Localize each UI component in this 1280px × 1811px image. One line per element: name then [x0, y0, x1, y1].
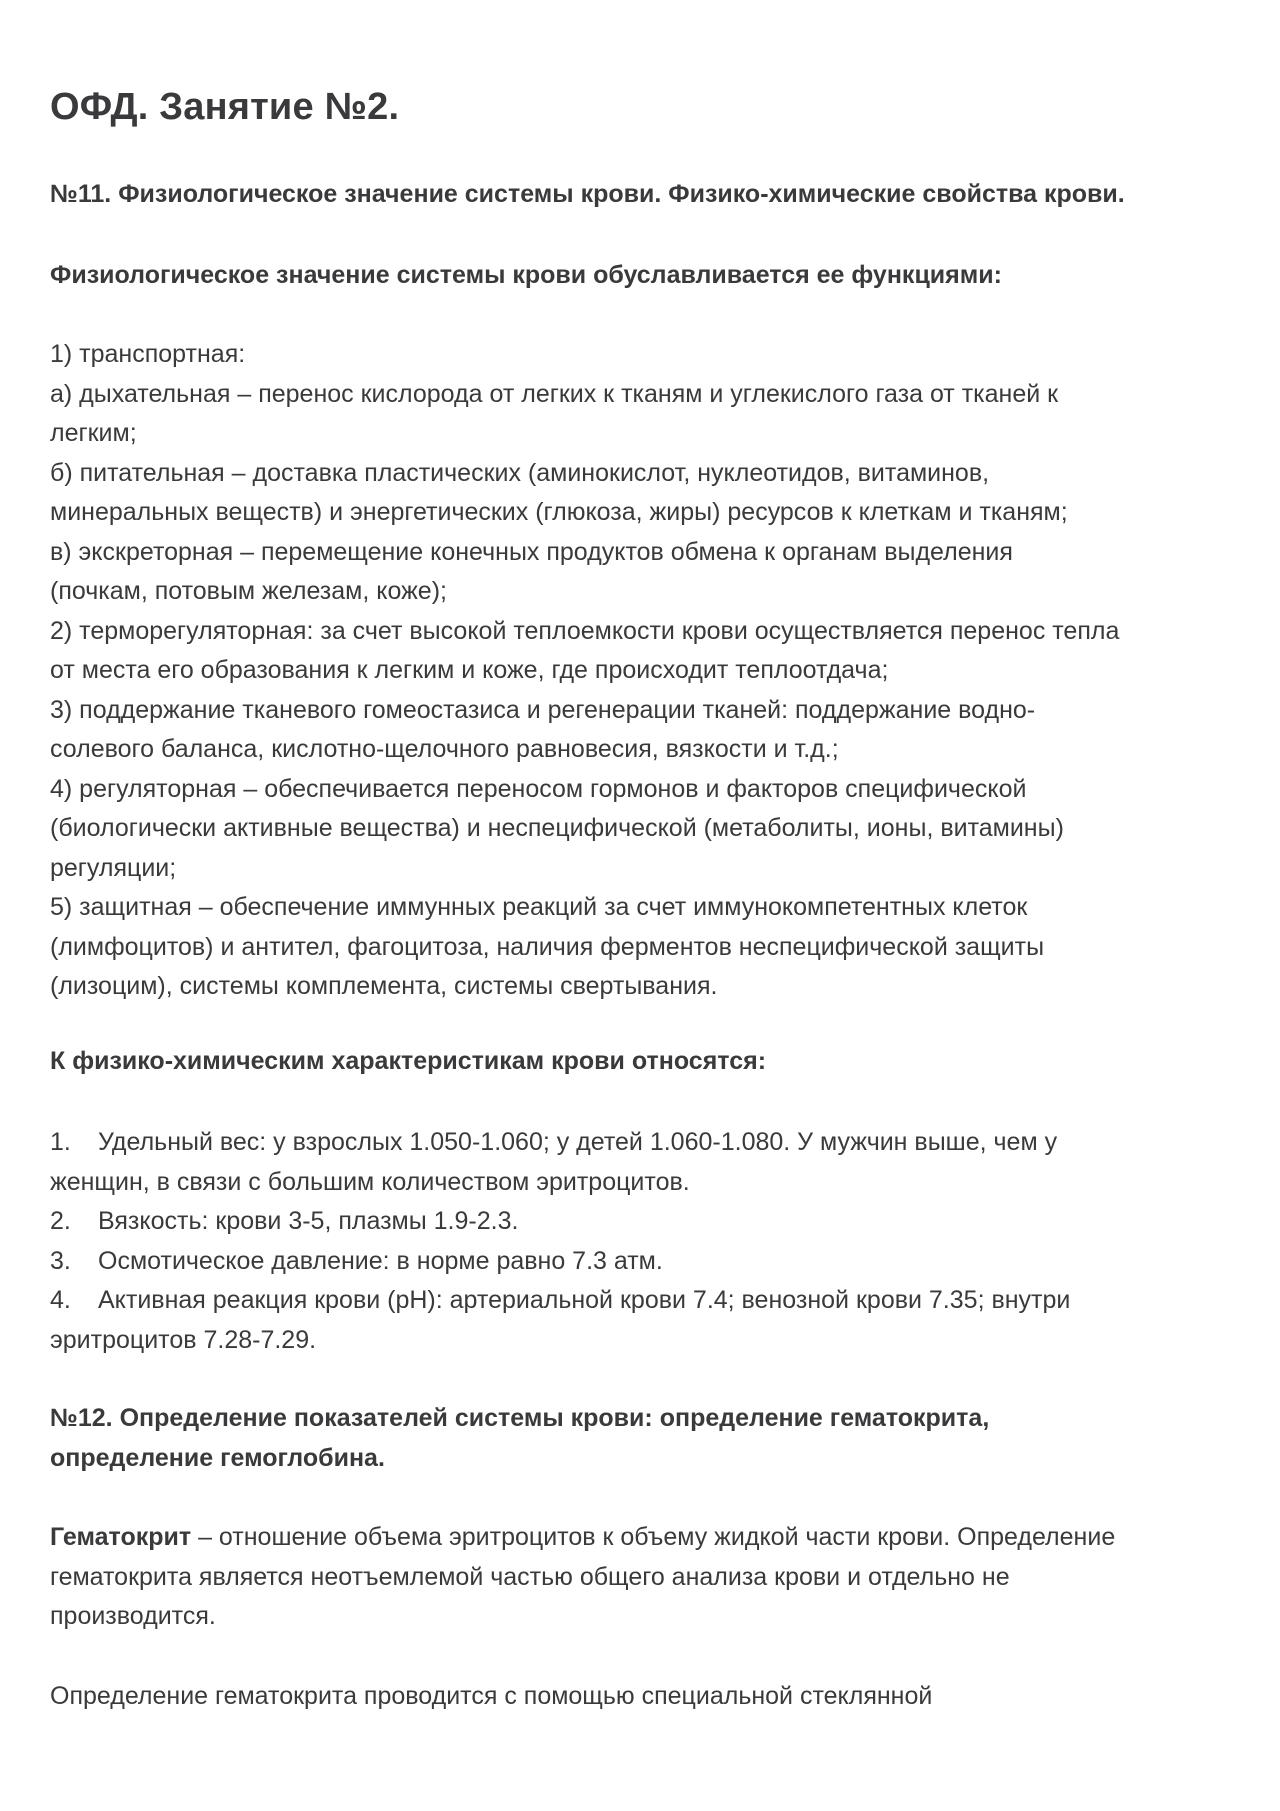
list-number: 1. — [50, 1128, 71, 1156]
list-number: 2. — [50, 1207, 71, 1235]
hematocrit-method — [50, 1677, 1240, 1717]
function-line: 5) защитная – обеспечение иммунных реакций за счет иммунокомпетентных клеток — [50, 893, 1028, 921]
function-line: в) экскреторная – перемещение конечных продуктов обмена к органам выделения — [50, 537, 1013, 566]
function-line: от места его образования к легким и коже, где происходит теплоотдача; — [50, 656, 889, 684]
function-line: минеральных веществ) и энергетических (глюкоза, жиры) ресурсов к клеткам и тканям; — [50, 498, 1068, 526]
physchem-item — [50, 1202, 1240, 1242]
physchem-item — [50, 1163, 1240, 1203]
function-line: (лизоцим), системы комплемента, системы свертывания. — [50, 972, 718, 1000]
function-line: 1) транспортная: — [50, 340, 246, 368]
physchem-item — [50, 1242, 1240, 1282]
function-line: 3) поддержание тканевого гомеостазиса и регенерации тканей: поддержание водно- — [50, 695, 1036, 724]
hematocrit-line — [50, 1518, 1240, 1558]
section-12-heading-line: определение гемоглобина. — [50, 1444, 385, 1472]
page-title: ОФД. Занятие №2. — [50, 86, 400, 128]
physchem-item-text: женщин, в связи с большим количеством эритроцитов. — [50, 1167, 690, 1196]
section-12-heading-line: №12. Определение показателей системы крови: определение гематокрита, — [50, 1404, 990, 1432]
physchem-list — [50, 1123, 1240, 1360]
functions-list — [50, 335, 1240, 1007]
physchem-item-text: Удельный вес: у взрослых 1.050-1.060; у детей 1.060-1.080. У мужчин выше, чем у — [98, 1128, 1058, 1156]
section-11-heading: №11. Физиологическое значение системы крови. Физико-химические свойства крови. — [50, 180, 1125, 208]
hematocrit-method-line: Определение гематокрита проводится с помощью специальной стеклянной — [50, 1682, 933, 1710]
function-line: (биологически активные вещества) и неспецифической (метаболиты, ионы, витамины) — [50, 814, 1064, 842]
physchem-item — [50, 1321, 1240, 1361]
function-line: (лимфоцитов) и антител, фагоцитоза, наличия ферментов неспецифической защиты — [50, 932, 1045, 961]
physchem-item-text: Осмотическое давление: в норме равно 7.3 атм. — [98, 1246, 663, 1275]
hematocrit-term: Гематокрит — [50, 1523, 192, 1551]
hematocrit-line: производится. — [50, 1602, 216, 1630]
hematocrit-definition-text: – отношение объема эритроцитов к объему жидкой части крови. Определение — [191, 1523, 1116, 1551]
function-line: (почкам, потовым железам, коже); — [50, 577, 447, 605]
physchem-heading: К физико-химическим характеристикам крови относятся: — [50, 1047, 767, 1075]
hematocrit-line: гематокрита является неотъемлемой частью общего анализа крови и отдельно не — [50, 1562, 1010, 1591]
section-12-heading — [50, 1398, 989, 1478]
function-line: легким; — [50, 419, 137, 447]
list-number: 4. — [50, 1286, 71, 1314]
physchem-item — [50, 1123, 1240, 1163]
physchem-item-text: эритроцитов 7.28-7.29. — [50, 1325, 317, 1354]
physchem-item-text: Вязкость: крови 3-5, плазмы 1.9-2.3. — [98, 1207, 519, 1235]
list-number: 3. — [50, 1246, 71, 1275]
hematocrit-definition — [50, 1518, 1240, 1637]
functions-heading: Физиологическое значение системы крови обуславливается ее функциями: — [50, 261, 1002, 289]
function-line: а) дыхательная – перенос кислорода от легких к тканям и углекислого газа от тканей к — [50, 379, 1059, 408]
function-line: регуляции; — [50, 853, 177, 882]
physchem-item — [50, 1281, 1240, 1321]
function-line: 2) терморегуляторная: за счет высокой теплоемкости крови осуществляется перенос тепла — [50, 616, 1120, 645]
function-line: 4) регуляторная – обеспечивается переносом гормонов и факторов специфической — [50, 774, 1027, 803]
physchem-item-text: Активная реакция крови (pH): артериальной крови 7.4; венозной крови 7.35; внутри — [98, 1286, 1071, 1314]
function-line: б) питательная – доставка пластических (аминокислот, нуклеотидов, витаминов, — [50, 458, 990, 487]
function-line: солевого баланса, кислотно-щелочного равновесия, вязкости и т.д.; — [50, 735, 839, 763]
